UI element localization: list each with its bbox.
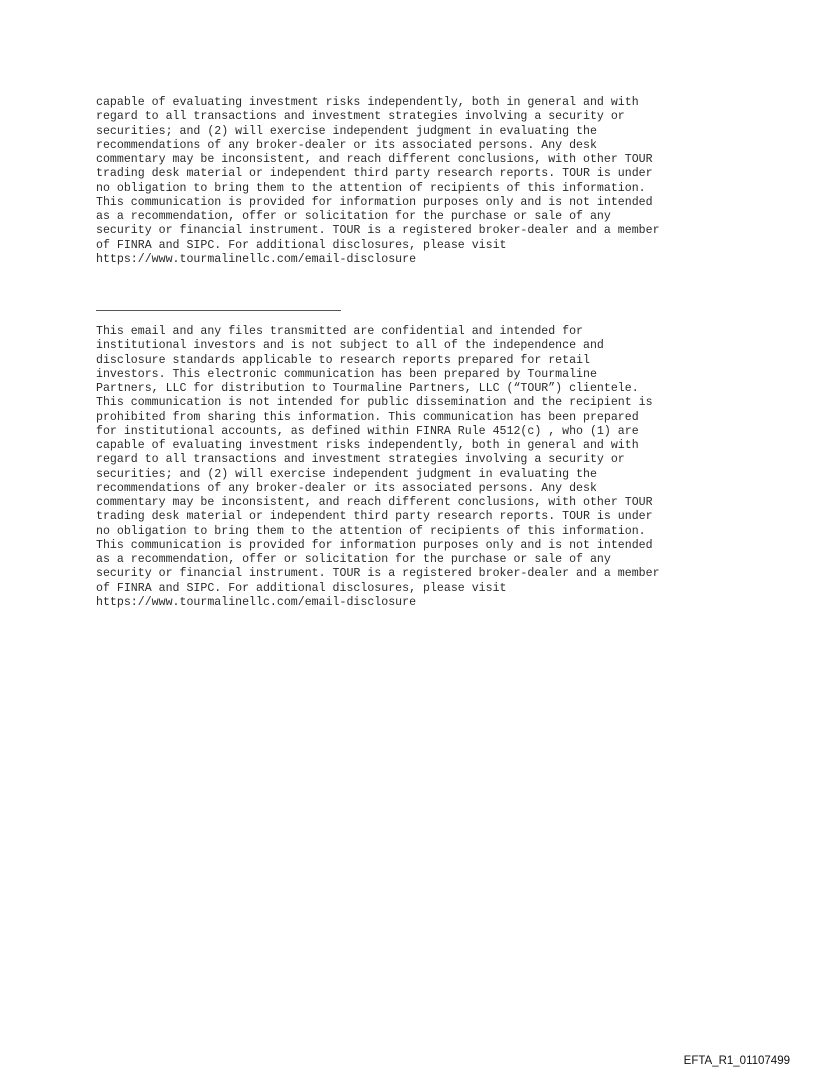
text-line: capable of evaluating investment risks independently, both in general and with <box>96 96 639 109</box>
text-line: This email and any files transmitted are confidential and intended for <box>96 325 584 338</box>
text-line: Partners, LLC for distribution to Tourmaline Partners, LLC (“TOUR”) clientele. <box>96 382 639 395</box>
text-line: commentary may be inconsistent, and reach different conclusions, with other TOUR <box>96 153 653 166</box>
text-line: recommendations of any broker-dealer or its associated persons. Any desk <box>96 481 597 495</box>
text-line: This communication is provided for information purposes only and is not intended <box>96 195 653 209</box>
text-line: prohibited from sharing this information. This communication has been prepared <box>96 410 639 424</box>
text-line: capable of evaluating investment risks independently, both in general and with <box>96 439 639 452</box>
text-line: recommendations of any broker-dealer or its associated persons. Any desk <box>96 138 597 152</box>
text-line: no obligation to bring them to the attention of recipients of this information. <box>96 181 646 195</box>
text-line: for institutional accounts, as defined within FINRA Rule 4512(c) , who (1) are <box>96 424 639 438</box>
text-line: no obligation to bring them to the attention of recipients of this information. <box>96 524 646 538</box>
text-line: securities; and (2) will exercise independent judgment in evaluating the <box>96 467 597 481</box>
text-line: security or financial instrument. TOUR is a registered broker-dealer and a member <box>96 567 660 581</box>
text-line: as a recommendation, offer or solicitation for the purchase or sale of any <box>96 210 611 223</box>
text-line: This communication is provided for information purposes only and is not intended <box>96 538 653 552</box>
text-line: of FINRA and SIPC. For additional disclosures, please visit <box>96 581 507 595</box>
text-line: regard to all transactions and investment strategies involving a security or <box>96 110 625 124</box>
disclosure-link-text: https://www.tourmalinellc.com/email-disclosure <box>96 595 417 609</box>
disclaimer-full-text <box>96 325 660 610</box>
bates-number: EFTA_R1_01107499 <box>683 1055 790 1067</box>
text-line: disclosure standards applicable to research reports prepared for retail <box>96 353 590 367</box>
text-line: security or financial instrument. TOUR is a registered broker-dealer and a member <box>96 224 660 238</box>
text-line: regard to all transactions and investment strategies involving a security or <box>96 453 625 467</box>
text-line: trading desk material or independent third party research reports. TOUR is under <box>96 510 653 524</box>
text-line: of FINRA and SIPC. For additional disclosures, please visit <box>96 238 507 252</box>
signature-divider <box>96 310 341 311</box>
text-line: investors. This electronic communication has been prepared by Tourmaline <box>96 367 597 381</box>
text-line: trading desk material or independent third party research reports. TOUR is under <box>96 167 653 181</box>
disclaimer-continued-text <box>96 96 660 267</box>
text-line: commentary may be inconsistent, and reach different conclusions, with other TOUR <box>96 496 653 509</box>
text-line: This communication is not intended for public dissemination and the recipient is <box>96 396 653 410</box>
text-line: institutional investors and is not subject to all of the independence and <box>96 339 604 353</box>
disclosure-link-text: https://www.tourmalinellc.com/email-disclosure <box>96 252 417 266</box>
text-line: securities; and (2) will exercise independent judgment in evaluating the <box>96 124 597 138</box>
text-line: as a recommendation, offer or solicitation for the purchase or sale of any <box>96 553 611 566</box>
